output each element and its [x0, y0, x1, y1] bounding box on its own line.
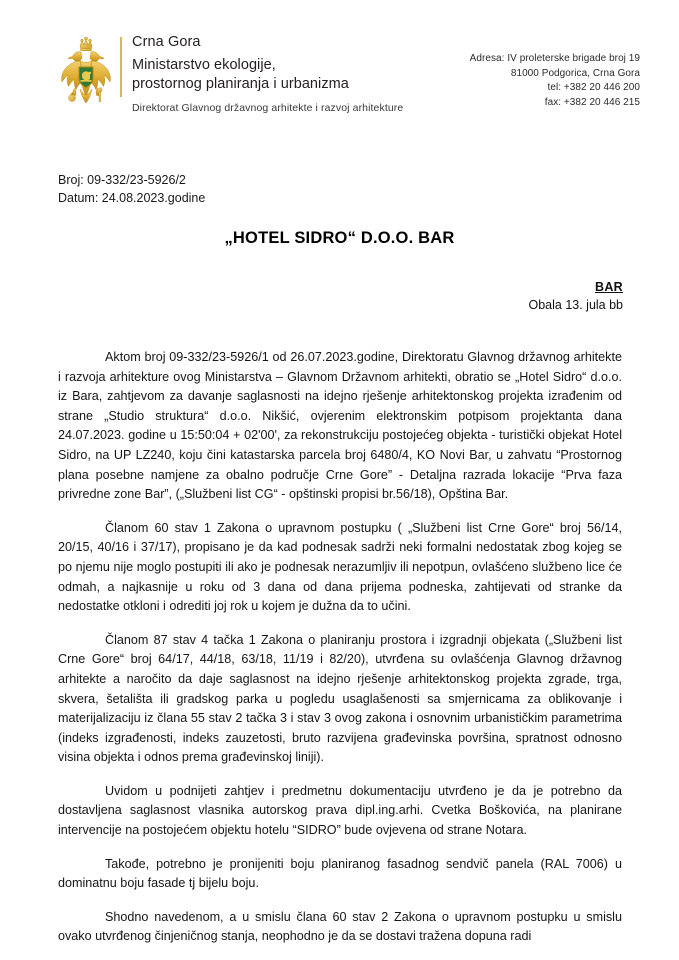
letterhead-text: [122, 32, 403, 114]
address-line-city: 81000 Podgorica, Crna Gora: [510, 67, 640, 79]
reference-date: Datum: 24.08.2023.godine: [58, 190, 206, 205]
recipient-city: BAR: [595, 280, 623, 294]
directorate-name: Direktorat Glavnog državnog arhitekte i razvoj arhitekture: [132, 102, 404, 114]
ministry-line-1: Ministarstvo ekologije,: [132, 57, 276, 73]
letterhead: [0, 34, 679, 114]
address-line-street: Adresa: IV proleterske brigade broj 19: [469, 53, 640, 64]
address-line-fax: fax: +382 20 446 215: [544, 96, 640, 108]
ministry-line-2: prostornog planiranja i urbanizma: [132, 76, 349, 92]
letterhead-left: [0, 34, 403, 114]
document-body: [58, 348, 622, 947]
reference-number: Broj: 09-332/23-5926/2: [58, 173, 186, 187]
montenegro-coat-of-arms-icon: [58, 36, 114, 110]
address-line-tel: tel: +382 20 446 200: [547, 82, 640, 93]
ministry-name: [132, 56, 403, 94]
body-paragraph: Takođe, potrebno je pronijeniti boju planiranog fasadnog sendvič panela (RAL 7006) u dominatnu boju fasade tj bijelu boju.: [58, 856, 622, 891]
reference-block: [58, 172, 205, 207]
body-paragraph: Shodno navedenom, a u smislu člana 60 stav 2 Zakona o upravnom postupku u smislu ovako utvrđenog činjeničnog stanja, neophodno je da se dostavi tražena dopuna radi: [58, 909, 622, 944]
body-paragraph: Aktom broj 09-332/23-5926/1 od 26.07.2023.godine, Direktoratu Glavnog državnog arhitekte i razvoja arhitekture ovog Ministarstva – Glavnom Državnom arhitekti, obratio se „Hotel Sidro“ d.o.o. iz Bara, zahtjevom za davanje saglasnosti na idejno rješenje arhitektonskog projekta izrađenim od strane „Studio struktura“ d.o.o. Nikšić, ovjerenim elektronskim potpisom projektanta dana 24.07.2023. godine u 15:50:04 + 02'00', za rekonstrukciju postojećeg objekta - turistički objekat Hotel Sidro, na UP LZ240, koju čini katastarska parcela broj 6480/4, KO Novi Bar, u zahvatu “Prostornog plana posebne namjene za obalno područje Crne Gore” - Detaljna razrada lokacije “Prva faza privredne zone Bar”, („Službeni list CG“ - opštinski propisi br.56/18), Opština Bar.: [58, 350, 622, 502]
body-paragraph: Uvidom u podnijeti zahtjev i predmetnu dokumentaciju utvrđeno je da je potrebno da dostavljena saglasnost vlasnika autorskog prava dipl.ing.arhi. Cvetka Boškovića, na planirane intervencije na postojećem objektu hotelu “SIDRO” bude ovjevena od strane Notara.: [58, 783, 622, 838]
body-paragraph: Članom 87 stav 4 tačka 1 Zakona o planiranju prostora i izgradnji objekata („Službeni list Crne Gore“ broj 64/17, 44/18, 63/18, 11/19 i 82/20), utvrđena su ovlašćenja Glavnog državnog arhitekte a naročito da daje saglasnost na idejno rješenje arhitektonskog projekta zgrade, trga, skvera, šetališta ili gradskog parka u pogledu usaglašenosti sa smjernicama za oblikovanje i materijalizaciju iz člana 55 stav 2 tačka 3 i stav 3 ovog zakona i osnovnim urbanističkim parametrima (indeks izgrađenosti, indeks zauzetosti, bruto razvijena građevinska površina, spratnost odnosno visina objekta i odnos prema građevinskoj liniji).: [58, 632, 622, 765]
address-block: [470, 52, 640, 110]
country-name: Crna Gora: [132, 34, 201, 50]
page-title: „HOTEL SIDRO“ D.O.O. BAR: [224, 229, 455, 247]
recipient-block: [528, 278, 623, 314]
recipient-street: Obala 13. jula bb: [528, 298, 623, 312]
body-paragraph: Članom 60 stav 1 Zakona o upravnom postupku ( „Službeni list Crne Gore“ broj 56/14, 20/15, 40/16 i 37/17), propisano je da kad podnesak sadrži neki formalni nedostatak zbog kojeg se po njemu nije moglo postupiti ili ako je podnesak nerazumljiv ili nepotpun, ovlašćeno službeno lice će odmah, a najkasnije u roku od 3 dana od dana prijema podneska, zahtijevati od stranke da nedostatke otkloni i odrediti joj rok u kojem je dužna da to učini.: [58, 520, 622, 614]
